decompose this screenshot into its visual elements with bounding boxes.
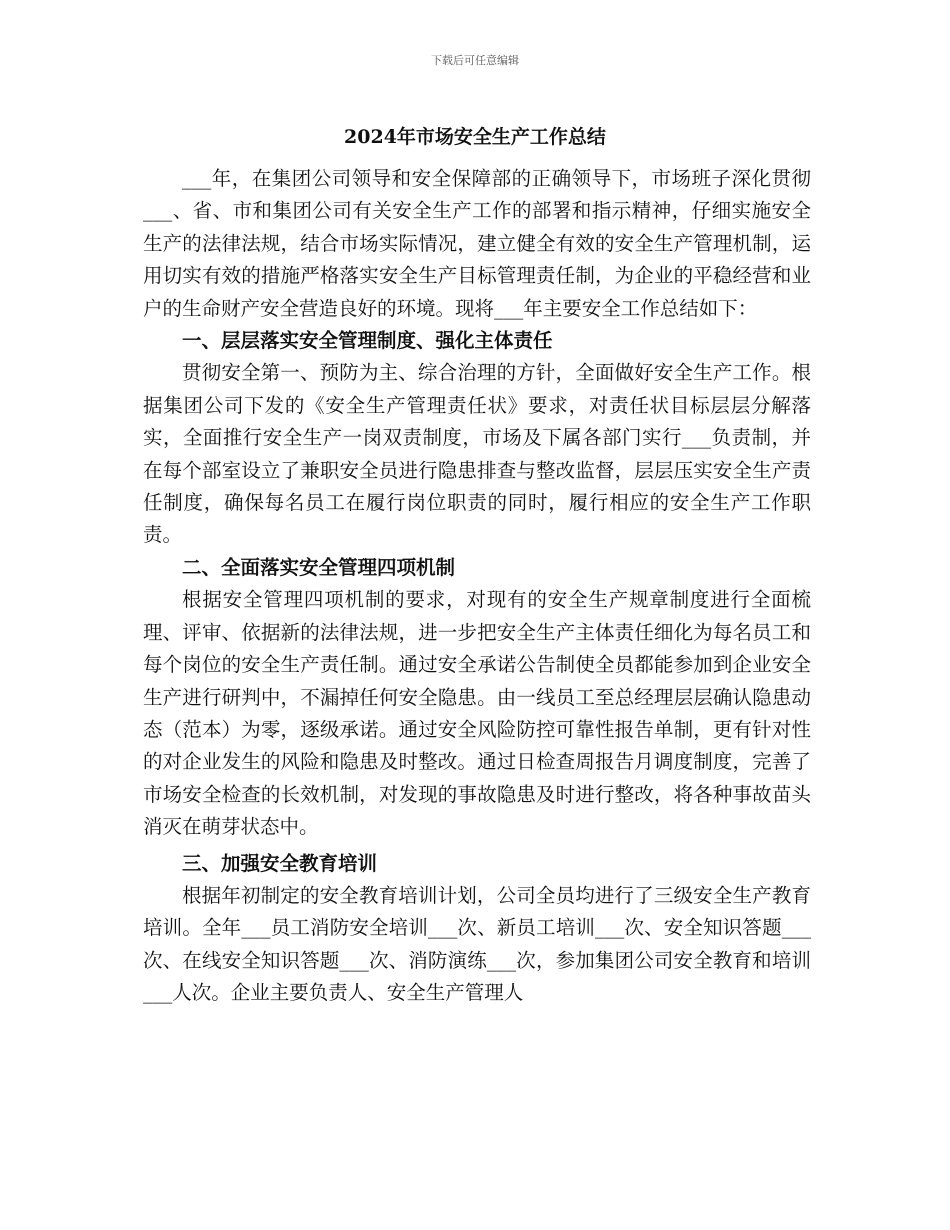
section-heading-3: 三、加强安全教育培训 — [182, 851, 378, 875]
section-body-1: 贯彻安全第一、预防为主、综合治理的方针，全面做好安全生产工作。根据集团公司下发的《安全生产管理责任状》要求，对责任状目标层层分解落实，全面推行安全生产一岗双责制度，市场及下属各部门实行___负责制，并在每个部室设立了兼职安全员进行隐患排查与整改监督，层层压实安全生产责任制度，确保每名员工在履行岗位职责的同时，履行相应的安全生产工作职责。 — [143, 361, 811, 547]
intro-paragraph: ___年，在集团公司领导和安全保障部的正确领导下，市场班子深化贯彻___、省、市和集团公司有关安全生产工作的部署和指示精神，仔细实施安全生产的法律法规，结合市场实际情况，建立健全有效的安全生产管理机制，运用切实有效的措施严格落实安全生产目标管理责任制，为企业的平稳经营和业户的生命财产安全营造良好的环境。现将___年主要安全工作总结如下： — [143, 167, 811, 320]
section-body-2: 根据安全管理四项机制的要求，对现有的安全生产规章制度进行全面梳理、评审、依据新的法律法规，进一步把安全生产主体责任细化为每名员工和每个岗位的安全生产责任制。通过安全承诺公告制使全员都能参加到企业安全生产进行研判中，不漏掉任何安全隐患。由一线员工至总经理层层确认隐患动态（范本）为零，逐级承诺。通过安全风险防控可靠性报告单制，更有针对性的对企业发生的风险和隐患及时整改。通过日检查周报告月调度制度，完善了市场安全检查的长效机制，对发现的事故隐患及时进行整改，将各种事故苗头消灭在萌芽状态中。 — [143, 588, 811, 839]
document-title: 2024年市场安全生产工作总结 — [344, 126, 606, 148]
document-body — [143, 163, 811, 1010]
section-body-3: 根据年初制定的安全教育培训计划，公司全员均进行了三级安全生产教育培训。全年___员工消防安全培训___次、新员工培训___次、安全知识答题___次、在线安全知识答题___次、消防演练___次，参加集团公司安全教育和培训___人次。企业主要负责人、安全生产管理人 — [143, 883, 811, 1005]
section-heading-1: 一、层层落实安全管理制度、强化主体责任 — [182, 329, 553, 353]
section-heading-2: 二、全面落实安全管理四项机制 — [182, 555, 456, 579]
page-header-note: 下载后可任意编辑 — [431, 54, 519, 67]
